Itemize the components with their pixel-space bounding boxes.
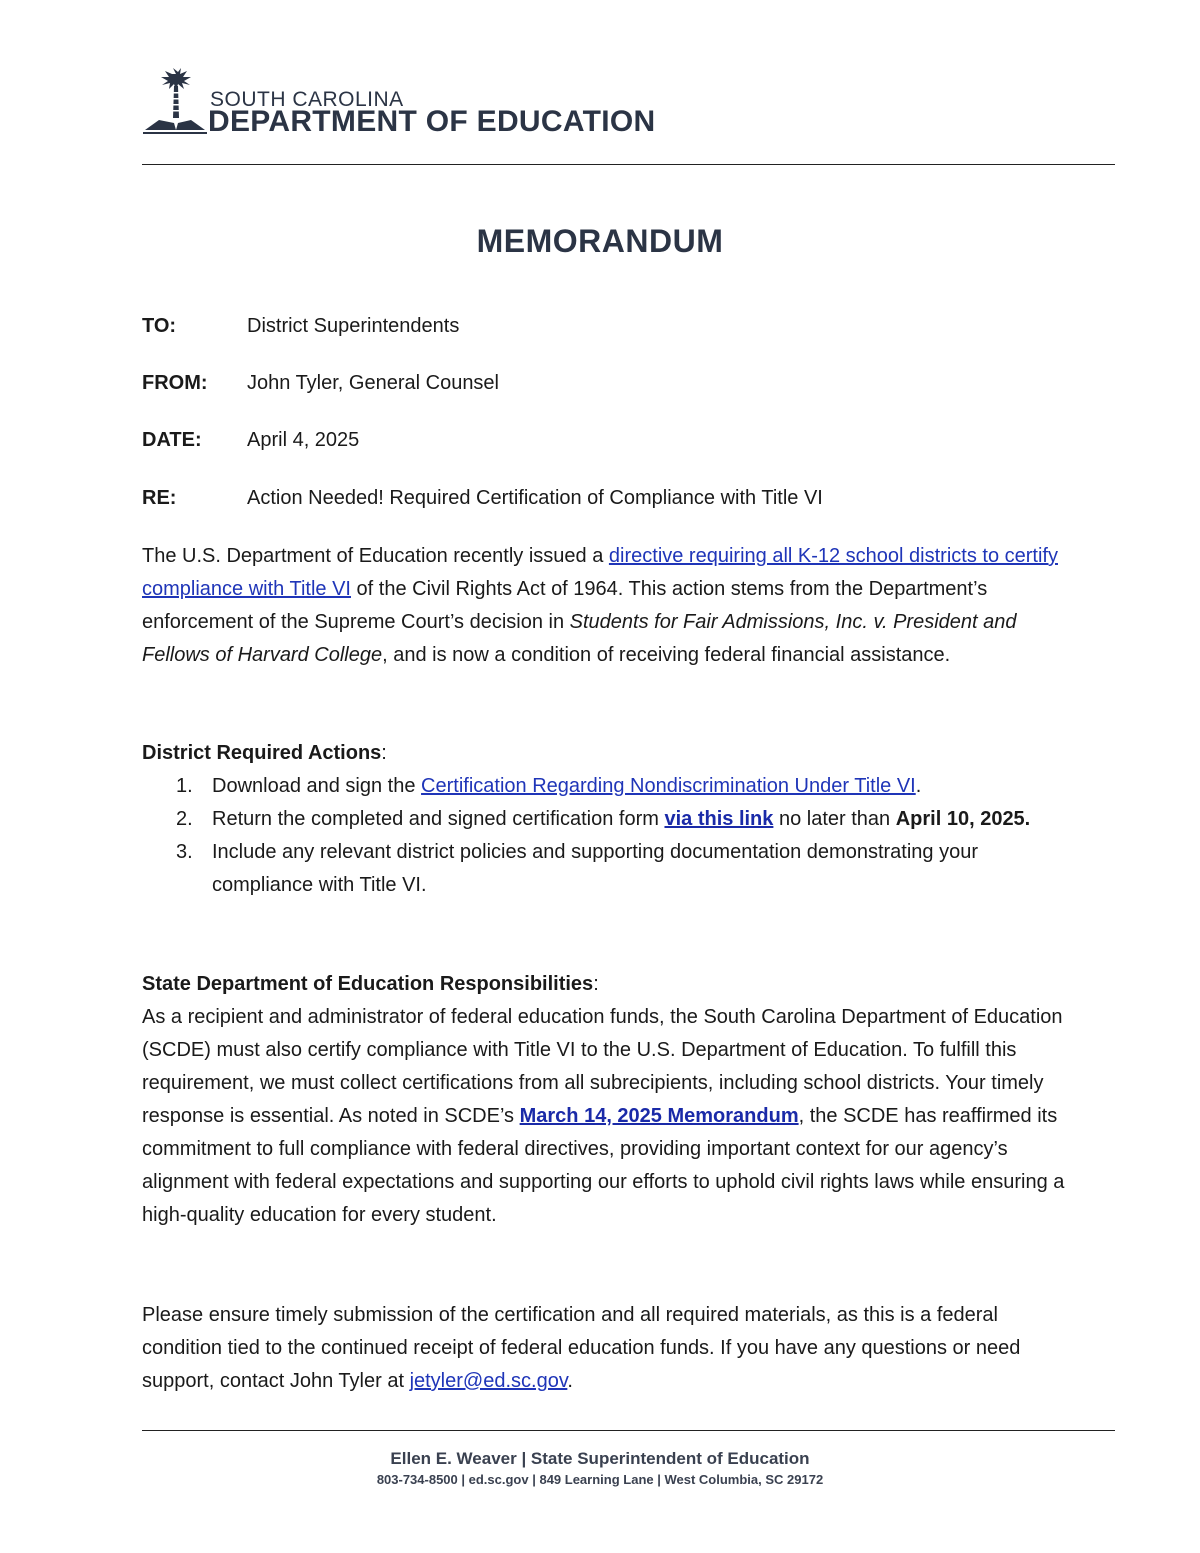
case-name: Students for Fair Admissions, Inc. v. President and Fellows of Harvard College — [142, 611, 1017, 666]
intro-text: , and is now a condition of receiving federal financial assistance. — [382, 644, 951, 666]
to-value: District Superintendents — [247, 315, 460, 337]
list-item-text: Download and sign the — [212, 775, 422, 797]
footer-divider — [142, 1430, 1115, 1431]
intro-text: The U.S. Department of Education recently issued a — [142, 545, 609, 567]
list-item-number: 2. — [176, 808, 193, 830]
list-item — [142, 770, 1067, 803]
state-responsibilities-heading — [142, 968, 1067, 1001]
list-item-text: Return the completed and signed certification form — [212, 808, 665, 830]
directive-link[interactable]: directive requiring all K-12 school districts to certify compliance with Title VI — [142, 545, 1058, 600]
header-divider — [142, 164, 1115, 165]
paragraph-text: . — [567, 1370, 573, 1392]
deadline-date: April 10, 2025. — [895, 808, 1031, 830]
letterhead — [143, 68, 1114, 138]
list-item — [142, 803, 1067, 836]
heading-colon: : — [381, 742, 387, 764]
march-memorandum-link[interactable]: March 14, 2025 Memorandum — [519, 1105, 799, 1127]
to-label: TO: — [142, 315, 177, 337]
footer-contact: 803-734-8500 | ed.sc.gov | 849 Learning Lane | West Columbia, SC 29172 — [376, 1472, 824, 1487]
subject-label: RE: — [142, 487, 177, 509]
state-responsibilities-heading-text: State Department of Education Responsibilities — [142, 973, 594, 995]
list-item-text: Include any relevant district policies and supporting documentation demonstrating your compliance with Title VI. — [212, 841, 978, 896]
district-actions-heading — [142, 737, 1067, 770]
date-value: April 4, 2025 — [247, 429, 360, 451]
page-title: MEMORANDUM — [476, 223, 724, 259]
district-actions-list — [142, 770, 1067, 902]
subject-value: Action Needed! Required Certification of Compliance with Title VI — [247, 487, 823, 509]
intro-text: of the Civil Rights Act of 1964. This action stems from the Department’s enforcement of the Supreme Court’s decision in — [142, 578, 988, 633]
closing-paragraph — [142, 1299, 1067, 1398]
paragraph-text: , the SCDE has reaffirmed its commitment to full compliance with federal directives, providing important context for our agency’s alignment with federal expectations and supporting our efforts to uphold civil rights laws while ensuring a high-quality education for every student. — [142, 1105, 1065, 1226]
state-responsibilities-paragraph — [142, 1001, 1067, 1232]
palmetto-tree-book-icon — [143, 68, 207, 134]
contact-email-link[interactable]: jetyler@ed.sc.gov — [409, 1370, 568, 1392]
heading-colon: : — [593, 973, 599, 995]
list-item-text: . — [915, 775, 922, 797]
org-line-department: DEPARTMENT OF EDUCATION — [208, 105, 656, 138]
org-line-state: SOUTH CAROLINA — [210, 88, 404, 111]
certification-form-link[interactable]: Certification Regarding Nondiscrimination Under Title VI — [421, 775, 916, 797]
submission-link[interactable]: via this link — [664, 808, 774, 830]
intro-paragraph — [142, 540, 1067, 672]
list-item-number: 3. — [176, 841, 193, 863]
from-label: FROM: — [142, 372, 208, 394]
list-item — [142, 836, 1067, 902]
list-item-text: no later than — [773, 808, 896, 830]
paragraph-text: Please ensure timely submission of the certification and all required materials, as this is a federal condition tied to the continued receipt of federal education funds. If you have any questions or need support, contact John Tyler at — [142, 1304, 1021, 1392]
footer-superintendent: Ellen E. Weaver | State Superintendent of Education — [390, 1449, 810, 1468]
paragraph-text: As a recipient and administrator of federal education funds, the South Carolina Department of Education (SCDE) must also certify compliance with Title VI to the U.S. Department of Education. To fulfill this requirement, we must collect certifications from all subrecipients, including school districts. Your timely response is essential. As noted in SCDE’s — [142, 1006, 1063, 1127]
district-actions-heading-text: District Required Actions — [142, 742, 382, 764]
date-label: DATE: — [142, 429, 202, 451]
from-value: John Tyler, General Counsel — [247, 372, 500, 394]
list-item-number: 1. — [176, 775, 193, 797]
